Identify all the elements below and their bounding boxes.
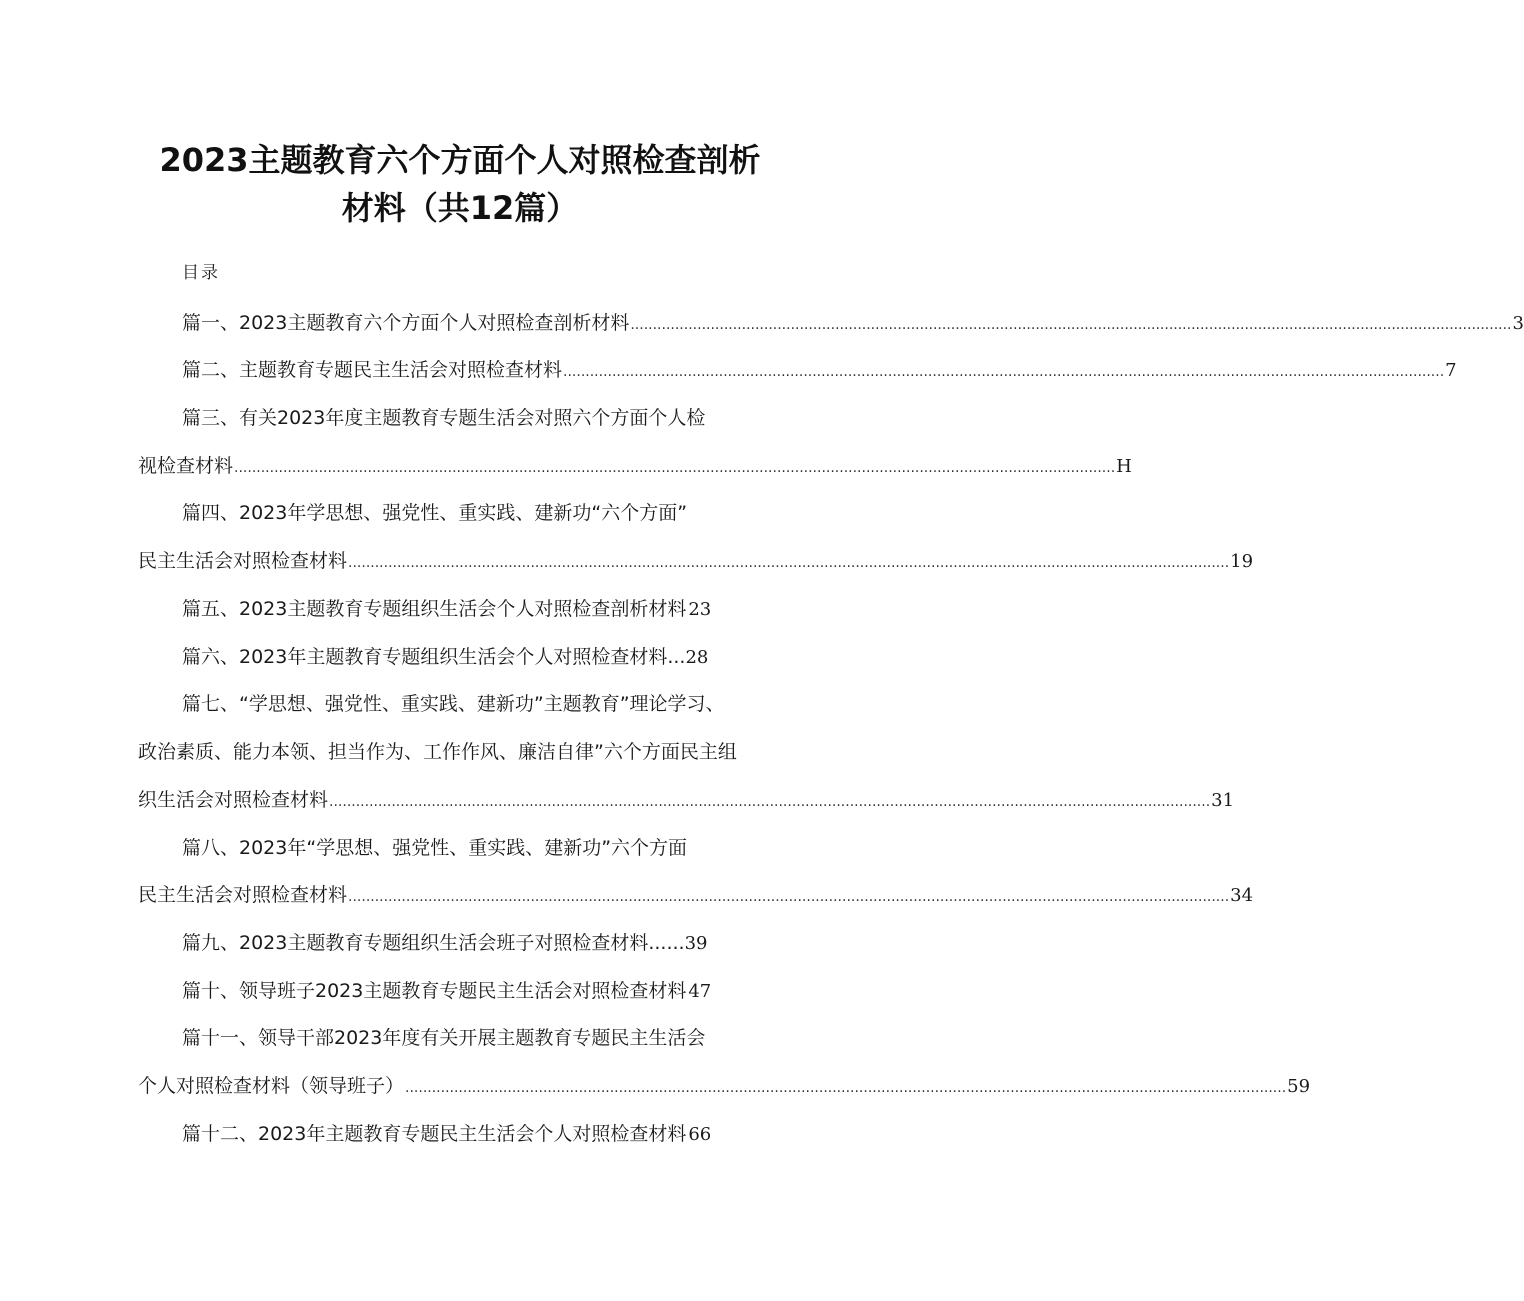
toc-entry-1[interactable] [182,308,1524,338]
toc-page-number: 34 [1230,885,1254,906]
toc-entry-2[interactable] [182,355,1457,385]
toc-entry-11[interactable] [182,1023,705,1053]
toc-dot-leader: ...................................................................................................................................................................................................... [348,555,1230,571]
toc-entry-title: 篇六、2023年主题教育专题组织生活会个人对照检查材料... [182,646,686,668]
toc-entry-title: 篇二、主题教育专题民主生活会对照检查材料 [182,359,563,381]
toc-dot-leader: ...................................................................................................................................................................................................... [348,889,1230,905]
toc-entry-7-continued[interactable] [138,737,737,767]
toc-entry-title-continued: 织生活会对照检查材料 [138,789,329,811]
toc-entry-title: 篇十、领导班子2023主题教育专题民主生活会对照检查材料 [182,980,687,1002]
toc-page-number: 47 [688,981,712,1002]
toc-entry-10[interactable] [182,976,711,1006]
toc-entry-11-continued[interactable] [138,1071,1311,1101]
toc-entry-title: 篇四、2023年学思想、强党性、重实践、建新功“六个方面” [182,502,688,524]
toc-entry-8-continued[interactable] [138,880,1254,910]
toc-dot-leader: ...................................................................................................................................................................................................... [630,317,1512,333]
document-title-line-2: 材料（共12篇） [341,189,579,227]
toc-page-number: 7 [1445,360,1457,381]
toc-page-number: 59 [1287,1076,1311,1097]
toc-entry-title: 篇八、2023年“学思想、强党性、重实践、建新功”六个方面 [182,837,688,859]
toc-page-number: 28 [685,647,709,668]
toc-entry-4-continued[interactable] [138,546,1254,576]
toc-dot-leader: ...................................................................................................................................................................................................... [405,1080,1287,1096]
toc-entry-title: 篇十二、2023年主题教育专题民主生活会个人对照检查材料 [182,1123,687,1145]
toc-heading: 目录 [182,263,220,283]
toc-entry-title: 篇七、“学思想、强党性、重实践、建新功”主题教育”理论学习、 [182,693,725,715]
toc-entry-title: 篇九、2023主题教育专题组织生活会班子对照检查材料...... [182,932,685,954]
toc-dot-leader: ...................................................................................................................................................................................................... [563,364,1445,380]
toc-entry-title: 篇五、2023主题教育专题组织生活会个人对照检查剖析材料 [182,598,687,620]
toc-entry-title-continued: 个人对照检查材料（领导班子） [138,1075,405,1097]
toc-entry-9[interactable] [182,928,708,958]
document-title-line-1: 2023主题教育六个方面个人对照检查剖析 [159,141,761,179]
toc-page-number: 66 [688,1124,712,1145]
toc-page-number: 23 [688,599,712,620]
toc-entry-8[interactable] [182,833,687,863]
toc-page-number: 31 [1211,790,1235,811]
toc-entry-3-continued[interactable] [138,451,1132,481]
toc-entry-title: 篇三、有关2023年度主题教育专题生活会对照六个方面个人检 [182,407,706,429]
toc-page-number: H [1116,456,1132,477]
toc-entry-title-continued: 视检查材料 [138,455,234,477]
toc-entry-7-continued-2[interactable] [138,785,1235,815]
toc-entry-5[interactable] [182,594,711,624]
toc-entry-title-continued: 民主生活会对照检查材料 [138,884,348,906]
toc-page-number: 3 [1512,313,1524,334]
toc-dot-leader: ...................................................................................................................................................................................................... [329,794,1211,810]
toc-entry-3[interactable] [182,403,705,433]
toc-page-number: 39 [684,933,708,954]
toc-entry-12[interactable] [182,1119,711,1149]
toc-entry-6[interactable] [182,642,708,672]
toc-entry-title-continued: 政治素质、能力本领、担当作为、工作作风、廉洁自律”六个方面民主组 [138,741,737,763]
toc-entry-title: 篇一、2023主题教育六个方面个人对照检查剖析材料 [182,312,630,334]
toc-entry-title-continued: 民主生活会对照检查材料 [138,550,348,572]
toc-page-number: 19 [1230,551,1254,572]
toc-entry-4[interactable] [182,498,687,528]
toc-dot-leader: ...................................................................................................................................................................................................... [234,460,1116,476]
toc-entry-7[interactable] [182,689,725,719]
toc-entry-title: 篇十一、领导干部2023年度有关开展主题教育专题民主生活会 [182,1027,706,1049]
